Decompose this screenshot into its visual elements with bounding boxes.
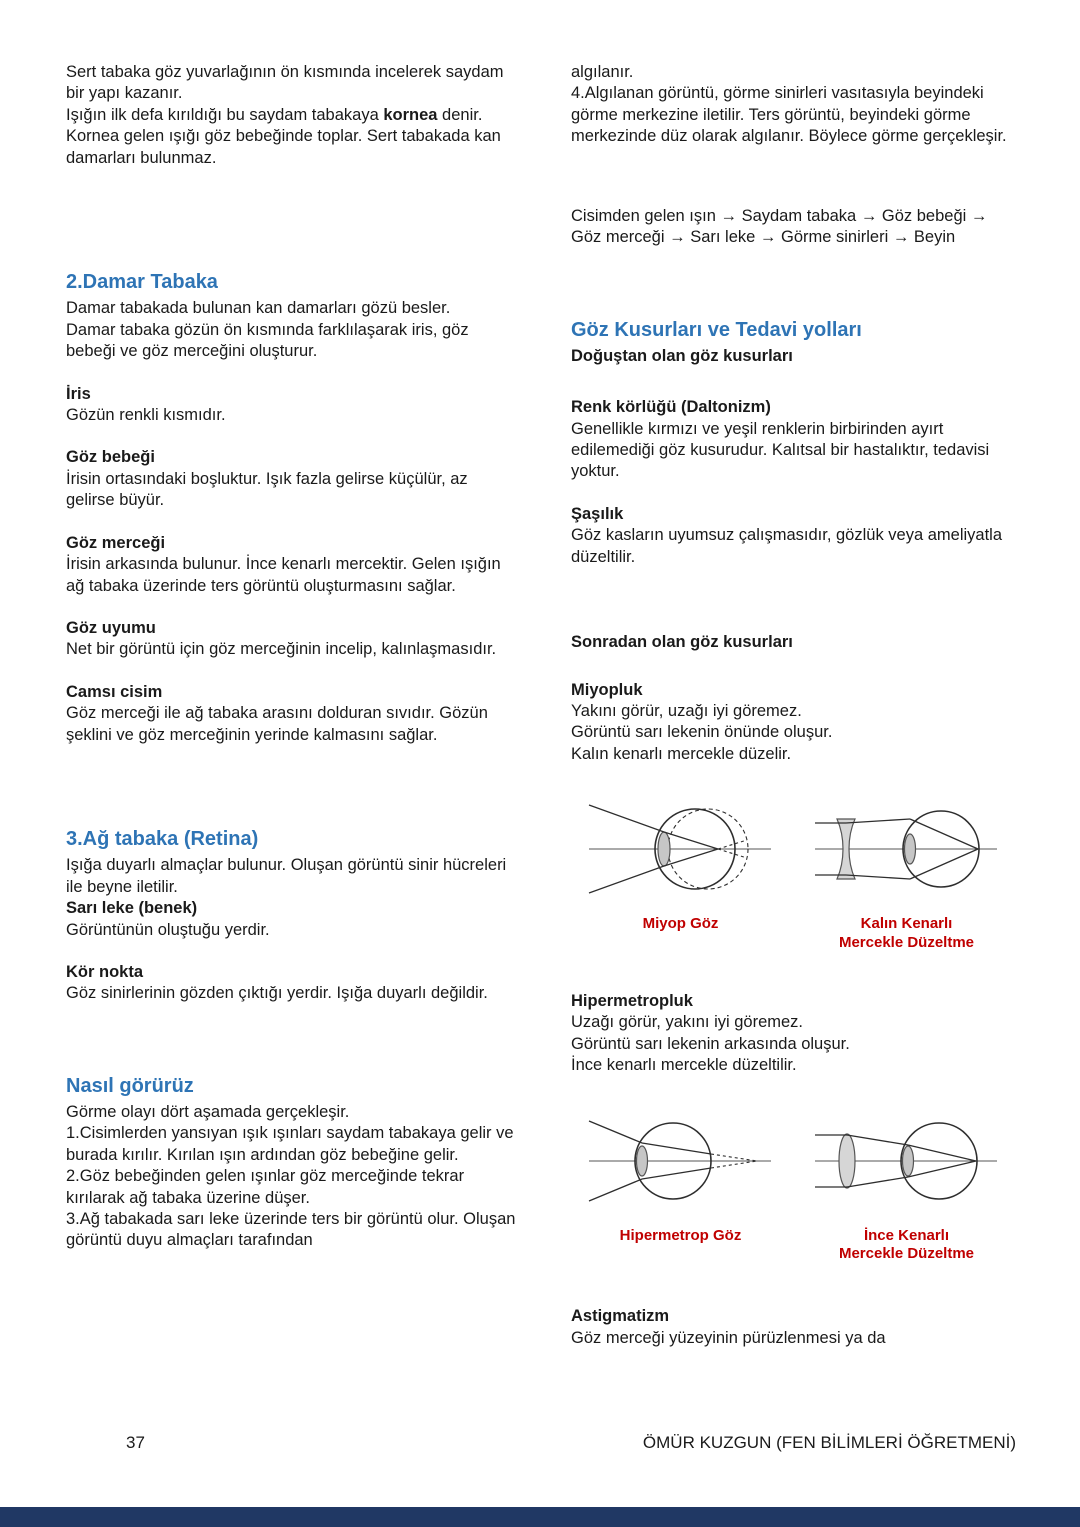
paragraph-kornea: [66, 105, 516, 169]
thick-lens-correction-figure: [811, 785, 1003, 953]
heading-goz-kusurlari: Göz Kusurları ve Tedavi yolları: [571, 318, 862, 341]
term-title-goz-bebegi: Göz bebeği: [66, 448, 155, 467]
subheading-dogustan: Doğuştan olan göz kusurları: [571, 346, 793, 365]
caption-kalin-kenarli-line1: Kalın Kenarlı: [860, 915, 953, 933]
term-text-astigmatizm: Göz merceği yüzeyinin pürüzlenmesi ya da: [571, 1328, 886, 1347]
caption-ince-kenarli-line1: İnce Kenarlı: [863, 1226, 950, 1244]
term-title-sasilik: Şaşılık: [571, 504, 624, 523]
term-text-kor-nokta: Göz sinirlerinin gözden çıktığı yerdir. Işığa duyarlı değildir.: [66, 984, 488, 1003]
thin-lens-correction-figure: [811, 1097, 1003, 1265]
term-block-miyopluk: [571, 680, 1016, 766]
term-text-sasilik: Göz kasların uyumsuz çalışmasıdır, gözlük veya ameliyatla düzeltilir.: [571, 526, 1003, 566]
term-block-daltonizm: [571, 397, 1016, 483]
left-column: [66, 62, 516, 1349]
caption-ince-kenarli-line2: Mercekle Düzeltme: [838, 1245, 975, 1263]
term-block-astigmatizm: [571, 1306, 1016, 1349]
page-number: 37: [126, 1433, 145, 1452]
term-title-daltonizm: Renk körlüğü (Daltonizm): [571, 398, 771, 417]
term-title-goz-mercegi: Göz merceği: [66, 533, 166, 552]
term-block-camsi-cisim: [66, 682, 516, 746]
paragraph-sert-tabaka: Sert tabaka göz yuvarlağının ön kısmında incelerek saydam bir yapı kazanır.: [66, 63, 504, 103]
thin-lens-correction-diagram: [811, 1097, 1003, 1225]
paragraph-step4: 4.Algılanan görüntü, görme sinirleri vasıtasıyla beyindeki görme merkezine iletilir. Ters görüntü, beyindeki görme merkezinde düz olarak algılanır. Böylece görme gerçekleşir.: [571, 84, 1007, 146]
hipermetropluk-line-1: Uzağı görür, yakını iyi göremez.: [571, 1013, 804, 1032]
term-title-sari-leke: Sarı leke (benek): [66, 899, 198, 918]
term-text-daltonizm: Genellikle kırmızı ve yeşil renklerin birbirinden ayırt edilemediği göz kusurudur. Kalıtsal bir hastalıktır, tedavisi yoktur.: [571, 419, 990, 481]
miyopluk-line-2: Görüntü sarı lekenin önünde oluşur.: [571, 723, 833, 742]
right-column: [571, 62, 1016, 1349]
heading-nasil-goruruz: Nasıl görürüz: [66, 1074, 194, 1097]
hipermetropluk-line-3: İnce kenarlı mercekle düzeltilir.: [571, 1056, 797, 1075]
term-title-goz-uyumu: Göz uyumu: [66, 619, 156, 637]
bottom-accent-bar: [0, 1507, 1080, 1527]
term-title-camsi-cisim: Camsı cisim: [66, 682, 163, 701]
term-block-iris: [66, 384, 516, 427]
term-title-kor-nokta: Kör nokta: [66, 962, 144, 981]
paragraph-nasil-intro: Görme olayı dört aşamada gerçekleşir.: [66, 1102, 350, 1121]
caption-ince-kenarli: [839, 1227, 974, 1265]
paragraph-nasil-step2: 2.Göz bebeğinden gelen ışınlar göz merceğinde tekrar kırılarak ağ tabaka üzerine düşer.: [66, 1167, 465, 1207]
hipermetropluk-line-2: Görüntü sarı lekenin arkasında oluşur.: [571, 1034, 850, 1053]
term-block-hipermetropluk: [571, 991, 1016, 1077]
hipermetrop-eye-figure: [585, 1097, 777, 1265]
term-text-sari-leke: Görüntünün oluştuğu yerdir.: [66, 920, 270, 939]
term-title-astigmatizm: Astigmatizm: [571, 1307, 670, 1326]
paragraph-nasil-step1: 1.Cisimlerden yansıyan ışık ışınları saydam tabakaya gelir ve burada kırılır. Kırılan ışın ardından göz bebeğine gelir.: [66, 1124, 514, 1164]
term-text-camsi-cisim: Göz merceği ile ağ tabaka arasını dolduran sıvıdır. Gözün şeklini ve göz merceğinin yerinde kalmasını sağlar.: [66, 704, 488, 744]
term-block-kor-nokta: [66, 962, 516, 1005]
footer-credit: ÖMÜR KUZGUN (FEN BİLİMLERİ ÖĞRETMENİ): [642, 1433, 1016, 1452]
caption-miyop-goz-label: Miyop Göz: [642, 915, 719, 933]
subheading-sonradan: Sonradan olan göz kusurları: [571, 633, 793, 652]
term-text-goz-uyumu: Net bir görüntü için göz merceğinin incelip, kalınlaşmasıdır.: [66, 640, 497, 659]
term-text-goz-mercegi: İrisin arkasında bulunur. İnce kenarlı mercektir. Gelen ışığın ağ tabaka üzerinde ters görüntü oluşturmasını sağlar.: [66, 555, 501, 595]
hipermetrop-eye-diagram: [585, 1097, 777, 1225]
miyopluk-line-3: Kalın kenarlı mercekle düzelir.: [571, 744, 792, 763]
caption-miyop-goz: [643, 915, 719, 934]
hipermetrop-diagram-row: [571, 1097, 1016, 1265]
term-block-goz-uyumu: [66, 618, 516, 661]
paragraph-damar-1: Damar tabakada bulunan kan damarları gözü besler.: [66, 299, 451, 318]
term-text-goz-bebegi: İrisin ortasındaki boşluktur. Işık fazla gelirse küçülür, az gelirse büyür.: [66, 469, 468, 510]
term-block-goz-mercegi: [66, 533, 516, 597]
kornea-pre-text: Işığın ilk defa kırıldığı bu saydam tabakaya: [66, 105, 384, 124]
term-title-iris: İris: [66, 384, 91, 403]
miyop-diagram-row: [571, 785, 1016, 953]
term-block-sasilik: [571, 504, 1016, 568]
miyopluk-line-1: Yakını görür, uzağı iyi göremez.: [571, 702, 802, 720]
term-title-hipermetropluk: Hipermetropluk: [571, 991, 693, 1010]
page-footer: [66, 1433, 1016, 1453]
paragraph-nasil-step3: 3.Ağ tabakada sarı leke üzerinde ters bir görüntü olur. Oluşan görüntü duyu almaçları tarafından: [66, 1210, 516, 1250]
caption-hipermetrop-goz: [620, 1227, 742, 1246]
paragraph-algilanir: algılanır.: [571, 63, 634, 81]
kornea-term: kornea: [383, 105, 438, 124]
heading-damar-tabaka: 2.Damar Tabaka: [66, 271, 218, 294]
term-title-miyopluk: Miyopluk: [571, 680, 643, 699]
thick-lens-correction-diagram: [811, 785, 1003, 913]
caption-kalin-kenarli: [839, 915, 974, 953]
heading-ag-tabaka: 3.Ağ tabaka (Retina): [66, 828, 259, 851]
paragraph-vision-flow: Cisimden gelen ışın → Saydam tabaka → Göz bebeği → Göz merceği → Sarı leke → Görme sinirleri → Beyin: [571, 206, 988, 247]
term-block-goz-bebegi: [66, 447, 516, 511]
kornea-post-text: denir. Kornea gelen ışığı göz bebeğinde toplar. Sert tabakada kan damarları bulunmaz.: [66, 105, 501, 167]
miyop-eye-figure: [585, 785, 777, 953]
caption-hipermetrop-goz-label: Hipermetrop Göz: [619, 1226, 742, 1244]
caption-kalin-kenarli-line2: Mercekle Düzeltme: [838, 934, 975, 952]
paragraph-retina: Işığa duyarlı almaçlar bulunur. Oluşan görüntü sinir hücreleri ile beyne iletilir.: [66, 856, 507, 896]
miyop-eye-diagram: [585, 785, 777, 913]
paragraph-damar-2: Damar tabaka gözün ön kısmında farklılaşarak iris, göz bebeği ve göz merceğini oluşturur.: [66, 320, 469, 361]
term-text-iris: Gözün renkli kısmıdır.: [66, 405, 226, 424]
